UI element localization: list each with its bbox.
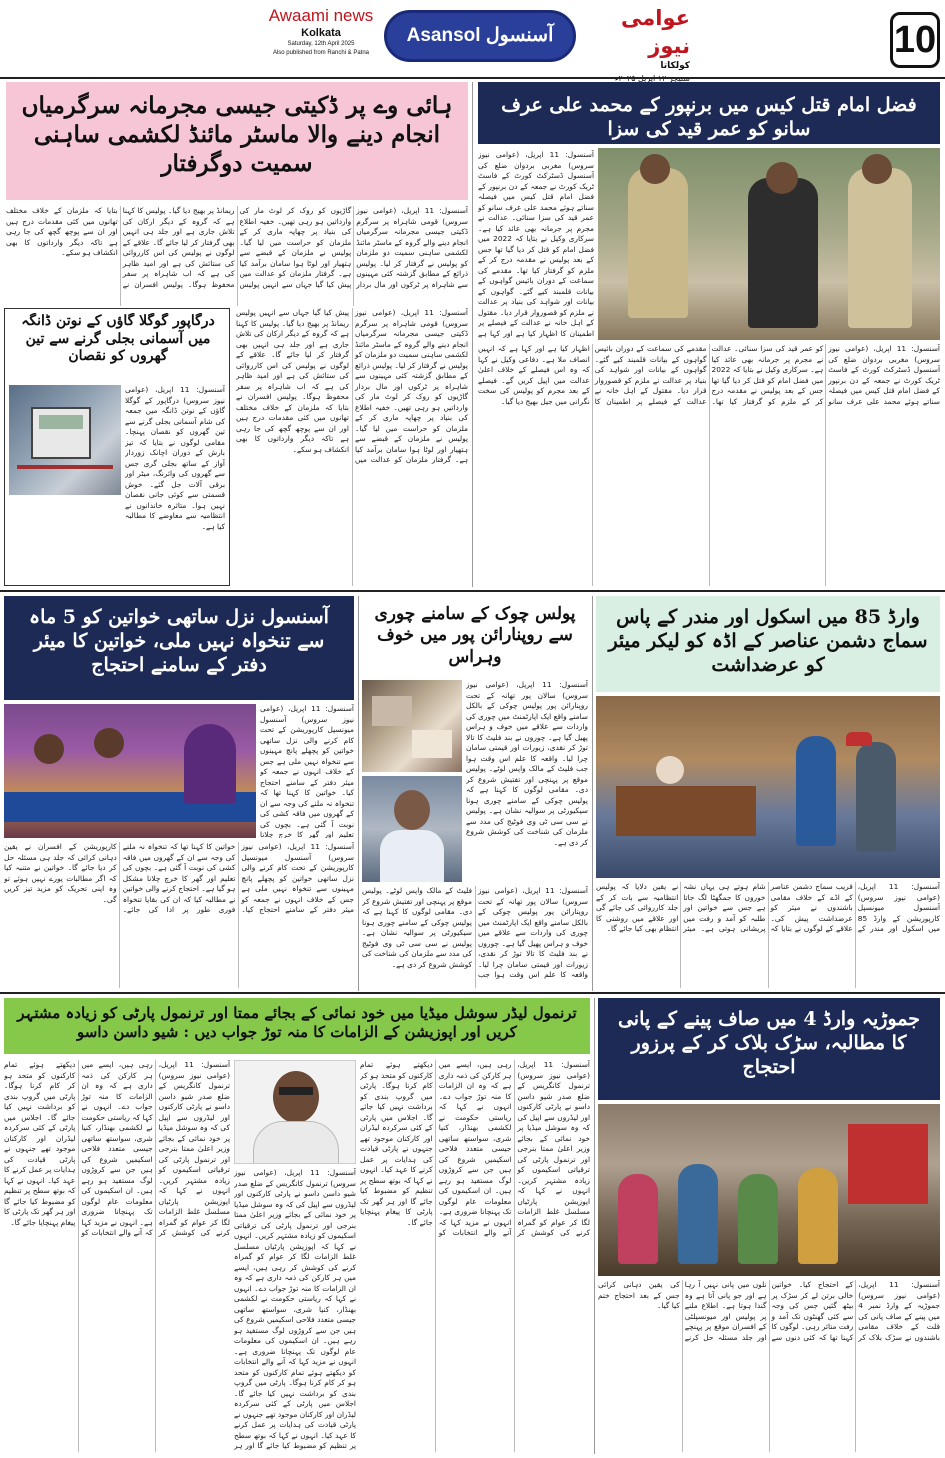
road-block-photo bbox=[598, 1104, 940, 1276]
officer-photo bbox=[362, 776, 462, 882]
city-en: Kolkata bbox=[301, 27, 341, 39]
section2-divider-a bbox=[358, 596, 359, 991]
durgapur-box bbox=[4, 308, 230, 586]
section3-divider bbox=[594, 998, 595, 1454]
nazul-body-side: آسنسول: 11 اپریل، (عوامی نیوز سروس) آسنسول میونسپل کارپوریشن کے تحت کام کرنے والی نزل ساتھی خواتین کو پچھلے پانچ مہینوں سے تنخواہ نہیں ملی ہے جس کے خلاف انہوں نے جمعہ کو میئر دفتر کے سامنے احتجاج کیا۔ خواتین کا کہنا تھا کہ تنخواہ نہ ملنے کی وجہ سے ان کے گھروں میں فاقہ کشی کی نوبت آ گئی ہے۔ بچوں کی تعلیم اور گھر کا خرچ چلانا bbox=[260, 704, 354, 838]
ward85-headline: وارڈ 85 میں اسکول اور مندر کے پاس سماج دشمن عناصر کے اڈہ کو لیکر میئر کو عرضداشت bbox=[608, 606, 928, 676]
police-body: آسنسول: 11 اپریل، (عوامی نیوز سروس) سالان پور تھانہ کے تحت روپنارائن پور پولیس چوکی کے بالکل سامنے واقع ایک اپارٹمنٹ میں چوری کی واردات سے علاقے میں خوف و ہراس پھیل گیا ہے۔ چوروں نے بند فلیٹ کا تالا توڑ کر نقدی، زیورات اور قیمتی سامان چرا لیا۔ واقعہ کا علم اس وقت ہوا جب فلیٹ کے مالک واپس لوٹے۔ پولیس موقع پر پہنچی اور تفتیش شروع کر دی۔ مقامی لوگوں کا کہنا ہے کہ پولیس چوکی کے سامنے چوری ہونا سیکیورٹی پر سوالیہ نشان ہے۔ پولیس نے سی سی ٹی وی فوٹیج کی مدد سے ملزمان کی شناخت کی کوشش شروع کر دی ہے۔ bbox=[362, 886, 588, 979]
page-number-box bbox=[890, 12, 940, 68]
police-body-side: آسنسول: 11 اپریل، (عوامی نیوز سروس) سالان پور تھانہ کے تحت روپنارائن پور پولیس چوکی کے بالکل سامنے واقع ایک اپارٹمنٹ میں چوری کی واردات سے علاقے میں خوف و ہراس پھیل گیا ہے۔ چوروں نے بند فلیٹ کا تالا توڑ کر نقدی، زیورات اور قیمتی سامان چرا لیا۔ واقعہ کا علم اس وقت ہوا جب فلیٹ کے مالک واپس لوٹے۔ پولیس موقع پر پہنچی اور تفتیش شروع کر دی۔ مقامی لوگوں کا کہنا ہے کہ پولیس چوکی کے سامنے چوری ہونا سیکیورٹی پر سوالیہ نشان ہے۔ پولیس نے سی سی ٹی وی فوٹیج کی مدد سے ملزمان کی شناخت کی کوشش شروع کر دی ہے۔ bbox=[466, 680, 588, 847]
page-number: 10 bbox=[893, 19, 937, 61]
ward85-body: آسنسول: 11 اپریل، (عوامی نیوز سروس) آسنسول میونسپل کارپوریشن کے وارڈ 85 میں اسکول اور مندر کے قریب سماج دشمن عناصر کے اڈے کے خلاف مقامی باشندوں نے میئر کو عرضداشت پیش کی۔ علاقے کے لوگوں نے بتایا کہ شام ہوتے ہی یہاں نشہ خوروں کا جمگھٹا لگ جاتا ہے جس سے خواتین اور طلبہ کو آمد و رفت میں پریشانی ہوتی ہے۔ میئر نے یقین دلایا کہ پولیس انتظامیہ سے بات کر کے جلد کارروائی کی جائے گی اور علاقے میں روشنی کا انتظام بھی کیا جائے گا۔ bbox=[596, 882, 940, 933]
jamuria-headline: جموڑیہ وارڈ 4 میں صاف پینے کے پانی کا مطالبہ، سڑک بلاک کر کے پرزور احتجاج bbox=[617, 1008, 921, 1078]
fazal-headline: فضل امام قتل کیس میں برنپور کے محمد علی عرف سانو کو عمر قید کی سزا bbox=[501, 94, 917, 140]
english-name: Awaami news bbox=[268, 6, 374, 25]
durgapur-headline: درگاپور گوگلا گاؤں کے نوتن ڈانگہ میں آسمانی بجلی گرنے سے تین گھروں کو نقصان bbox=[21, 313, 215, 364]
ward85-headline-box bbox=[596, 596, 940, 692]
tmc-body-right: آسنسول: 11 اپریل، (عوامی نیوز سروس) ترنمول کانگریس کے ضلع صدر شیو داسن داسو نے پارٹی کارکنوں اور لیڈروں سے اپیل کی کہ وہ سوشل میڈیا پر خود نمائی کے بجائے وزیر اعلیٰ ممتا بنرجی اور ترنمول پارٹی کی ترقیاتی اسکیموں کو زیادہ مشتہر کریں۔ انہوں نے کہا کہ اپوزیشن پارٹیاں مسلسل غلط الزامات لگا کر عوام کو گمراہ کرنے کی کوشش کر رہی ہیں، ایسے میں ہر کارکن کی ذمہ داری ہے کہ وہ ان الزامات کا منہ توڑ جواب دے۔ انہوں نے کہا کہ ریاستی حکومت نے لکشمی بھنڈار، کنیا شری، سواستھ ساتھی جیسی متعدد فلاحی اسکیمیں شروع کی ہیں جن سے کروڑوں لوگ مستفید ہو رہے ہیں۔ ان اسکیموں کی معلومات عام لوگوں تک پہنچانا ضروری ہے۔ انہوں نے مزید کہا کہ آنے والے انتخابات کو دیکھتے ہوئے تمام کارکنوں کو متحد ہو کر کام کرنا ہوگا۔ پارٹی میں گروپ بندی کو برداشت نہیں کیا جائے گا۔ اجلاس میں پارٹی کے کئی سرکردہ لیڈران اور کارکنان موجود تھے جنہوں نے پارٹی قیادت کی ہدایات پر عمل کرنے کا عہد کیا۔ انہوں نے کہا کہ بوتھ سطح پر تنظیم کو مضبوط کیا جائے گا اور ہر گھر تک پارٹی کا پیغام پہنچایا جائے گا۔ bbox=[360, 1060, 590, 1237]
tmc-body-left: آسنسول: 11 اپریل، (عوامی نیوز سروس) ترنمول کانگریس کے ضلع صدر شیو داسن داسو نے پارٹی کارکنوں اور لیڈروں سے اپیل کی کہ وہ سوشل میڈیا پر خود نمائی کے بجائے وزیر اعلیٰ ممتا بنرجی اور ترنمول پارٹی کی ترقیاتی اسکیموں کو زیادہ مشتہر کریں۔ انہوں نے کہا کہ اپوزیشن پارٹیاں مسلسل غلط الزامات لگا کر عوام کو گمراہ کرنے کی کوشش کر رہی ہیں، ایسے میں ہر کارکن کی ذمہ داری ہے کہ وہ ان الزامات کا منہ توڑ جواب دے۔ انہوں نے کہا کہ ریاستی حکومت نے لکشمی بھنڈار، کنیا شری، سواستھ ساتھی جیسی متعدد فلاحی اسکیمیں شروع کی ہیں جن سے کروڑوں لوگ مستفید ہو رہے ہیں۔ ان اسکیموں کی معلومات عام لوگوں تک پہنچانا ضروری ہے۔ انہوں نے مزید کہا کہ آنے والے انتخابات کو دیکھتے ہوئے تمام کارکنوں کو متحد ہو کر کام کرنا ہوگا۔ پارٹی میں گروپ بندی کو برداشت نہیں کیا جائے گا۔ اجلاس میں پارٹی کے کئی سرکردہ لیڈران اور کارکنان موجود تھے جنہوں نے پارٹی قیادت کی ہدایات پر عمل کرنے کا عہد کیا۔ انہوں نے کہا کہ بوتھ سطح پر تنظیم کو مضبوط کیا جائے گا اور ہر گھر تک پارٹی کا پیغام پہنچایا جائے گا۔ bbox=[4, 1060, 230, 1237]
theft-photo bbox=[362, 680, 462, 772]
nazul-headline: آسنسول نزل ساتھی خواتین کو 5 ماہ سے تنخواہ نہیں ملی، خواتین کا میئر دفتر کے سامنے احتجاج bbox=[29, 606, 329, 676]
masthead bbox=[0, 0, 945, 78]
tmc-body-under-photo: آسنسول: 11 اپریل، (عوامی نیوز سروس) ترنمول کانگریس کے ضلع صدر شیو داسن داسو نے پارٹی کارکنوں اور لیڈروں سے اپیل کی کہ وہ سوشل میڈیا پر خود نمائی کے بجائے وزیر اعلیٰ ممتا بنرجی اور ترنمول پارٹی کی ترقیاتی اسکیموں کو زیادہ مشتہر کریں۔ انہوں نے کہا کہ اپوزیشن پارٹیاں مسلسل غلط الزامات لگا کر عوام کو گمراہ کرنے کی کوشش کر رہی ہیں، ایسے میں ہر کارکن کی ذمہ داری ہے کہ وہ ان الزامات کا منہ توڑ جواب دے۔ انہوں نے کہا کہ ریاستی حکومت نے لکشمی بھنڈار، کنیا شری، سواستھ ساتھی جیسی متعدد فلاحی اسکیمیں شروع کی ہیں جن سے کروڑوں لوگ مستفید ہو رہے ہیں۔ ان اسکیموں کی معلومات عام لوگوں تک پہنچانا ضروری ہے۔ انہوں نے مزید کہا کہ آنے والے انتخابات کو دیکھتے ہوئے تمام کارکنوں کو متحد ہو کر کام کرنا ہوگا۔ پارٹی میں گروپ بندی کو برداشت نہیں کیا جائے گا۔ اجلاس میں پارٹی کے کئی سرکردہ لیڈران اور کارکنان موجود تھے جنہوں نے پارٹی قیادت کی ہدایات پر عمل کرنے کا عہد کیا۔ انہوں نے کہا کہ بوتھ سطح پر تنظیم کو مضبوط کیا جائے گا اور ہر bbox=[234, 1168, 356, 1450]
highway-body-cont: آسنسول: 11 اپریل، (عوامی نیوز سروس) قومی شاہراہ پر سرگرم ڈکیتی جیسی مجرمانہ سرگرمیاں انجام دینے والے گروہ کے ماسٹر مائنڈ لکشمی ساہنی سمیت دو ملزمان کو پولیس نے گرفتار کر لیا۔ پولیس ذرائع کے مطابق گزشتہ کئی مہینوں سے شاہراہ پر ٹرکوں اور مال بردار گاڑیوں کو روک کر لوٹ مار کی وارداتیں ہو رہی تھیں۔ خفیہ اطلاع کی بنیاد پر چھاپہ ماری کر کے ملزمان کو حراست میں لیا گیا۔ پولیس نے ملزمان کے قبضے سے ہتھیار اور لوٹا ہوا سامان برآمد کیا ہے۔ گرفتار ملزمان کو عدالت میں پیش کیا گیا جہاں سے انہیں پولیس ریمانڈ پر بھیج دیا گیا۔ پولیس کا کہنا ہے کہ گروہ کے دیگر ارکان کی تلاش جاری ہے اور جلد ہی انہیں بھی گرفتار کر لیا جائے گا۔ علاقے کے لوگوں نے پولیس کی اس کارروائی کی ستائش کی ہے اور امید ظاہر کی ہے کہ اب شاہراہ پر سفر محفوظ ہوگا۔ پولیس افسران نے بتایا کہ ملزمان کے خلاف مختلف تھانوں میں کئی مقدمات درج ہیں اور ان سے پوچھ گچھ کی جا رہی ہے تاکہ دیگر وارداتوں کا بھی انکشاف ہو سکے۔ bbox=[236, 308, 468, 464]
jamuria-headline-box bbox=[598, 998, 940, 1100]
english-logo bbox=[262, 6, 380, 68]
police-headline-box bbox=[362, 596, 588, 676]
section1-divider bbox=[472, 82, 473, 587]
tmc-leader-photo bbox=[234, 1060, 356, 1164]
section2-rule bbox=[0, 992, 945, 994]
edition-oval bbox=[384, 10, 576, 62]
meter-photo bbox=[9, 385, 121, 495]
masthead-rule bbox=[0, 77, 945, 79]
fazal-headline-box bbox=[478, 82, 940, 144]
edition-label: Asansol آسنسول bbox=[406, 25, 554, 46]
police-headline: پولس چوک کے سامنے چوری سے روپنارائن پور میں خوف وہراس bbox=[374, 604, 576, 667]
highway-headline-box bbox=[6, 82, 468, 200]
court-photo bbox=[598, 148, 940, 340]
section2-divider-b bbox=[592, 596, 593, 991]
mayor-photo bbox=[596, 696, 940, 878]
tmc-headline: ترنمول لیڈر سوشل میڈیا میں خود نمائی کے بجائے ممتا اور ترنمول پارٹی کو زیادہ مشتہر کریں اور اپوزیشن کے الزامات کا منہ توڑ جواب دیں : شیو داسن داسو bbox=[17, 1004, 577, 1041]
durgapur-body: آسنسول: 11 اپریل، (عوامی نیوز سروس) درگاپور کے گوگلا گاؤں کے نوتن ڈانگہ میں جمعہ کی شام آسمانی بجلی گرنے سے تین گھروں کو نقصان پہنچا۔ مقامی لوگوں نے بتایا کہ تیز بارش کے دوران اچانک زوردار آواز کے ساتھ بجلی گری جس سے گھروں کی وائرنگ، میٹر اور برقی آلات جل گئے۔ خوش قسمتی سے کوئی جانی نقصان نہیں ہوا۔ متاثرہ خاندانوں نے انتظامیہ سے معاوضے کا مطالبہ کیا ہے۔ bbox=[125, 385, 225, 531]
date-en: Saturday, 12th April 2025 bbox=[287, 41, 355, 47]
protest-photo bbox=[4, 704, 256, 838]
jamuria-body: آسنسول: 11 اپریل، (عوامی نیوز سروس) جموڑیہ کے وارڈ نمبر 4 میں پینے کے صاف پانی کی قلت کے خلاف مقامی باشندوں نے سڑک بلاک کر کے احتجاج کیا۔ خواتین خالی برتن لے کر سڑک پر بیٹھ گئیں جس کی وجہ سے کئی گھنٹوں تک آمد و رفت متاثر رہی۔ لوگوں کا کہنا تھا کہ کئی دنوں سے نلوں میں پانی نہیں آ رہا ہے اور جو پانی آتا ہے وہ گندا ہوتا ہے۔ اطلاع ملنے پر پولیس اور میونسپلٹی کے افسران موقع پر پہنچے اور جلد مسئلہ حل کرنے کی یقین دہانی کرائی جس کے بعد احتجاج ختم کیا گیا۔ bbox=[598, 1280, 940, 1342]
highway-headline: ہائی وے پر ڈکیتی جیسی مجرمانہ سرگرمیاں انجام دینے والا ماسٹر مائنڈ لکشمی ساہنی سمیت دوگرفتار bbox=[21, 92, 453, 177]
urdu-logo bbox=[580, 4, 690, 70]
also-published: Also published from Ranchi & Patna bbox=[272, 50, 370, 56]
highway-body: آسنسول: 11 اپریل، (عوامی نیوز سروس) قومی شاہراہ پر سرگرم ڈکیتی جیسی مجرمانہ سرگرمیاں انجام دینے والے گروہ کے ماسٹر مائنڈ لکشمی ساہنی سمیت دو ملزمان کو پولیس نے گرفتار کر لیا۔ پولیس ذرائع کے مطابق گزشتہ کئی مہینوں سے شاہراہ پر ٹرکوں اور مال بردار گاڑیوں کو روک کر لوٹ مار کی وارداتیں ہو رہی تھیں۔ خفیہ اطلاع کی بنیاد پر چھاپہ ماری کر کے ملزمان کو حراست میں لیا گیا۔ پولیس نے ملزمان کے قبضے سے ہتھیار اور لوٹا ہوا سامان برآمد کیا ہے۔ گرفتار ملزمان کو عدالت میں پیش کیا گیا جہاں سے انہیں پولیس ریمانڈ پر بھیج دیا گیا۔ پولیس کا کہنا ہے کہ گروہ کے دیگر ارکان کی تلاش جاری ہے اور جلد ہی انہیں بھی گرفتار کر لیا جائے گا۔ علاقے کے لوگوں نے پولیس کی اس کارروائی کی ستائش کی ہے اور امید ظاہر کی ہے کہ اب شاہراہ پر سفر محفوظ ہوگا۔ پولیس افسران نے بتایا کہ ملزمان کے خلاف مختلف تھانوں میں کئی مقدمات درج ہیں اور ان سے پوچھ گچھ کی جا رہی ہے تاکہ دیگر وارداتوں کا بھی انکشاف ہو سکے۔ bbox=[6, 206, 468, 289]
nazul-body: آسنسول: 11 اپریل، (عوامی نیوز سروس) آسنسول میونسپل کارپوریشن کے تحت کام کرنے والی نزل ساتھی خواتین کو پچھلے پانچ مہینوں سے تنخواہ نہیں ملی ہے جس کے خلاف انہوں نے جمعہ کو میئر دفتر کے سامنے احتجاج کیا۔ خواتین کا کہنا تھا کہ تنخواہ نہ ملنے کی وجہ سے ان کے گھروں میں فاقہ کشی کی نوبت آ گئی ہے۔ بچوں کی تعلیم اور گھر کا خرچ چلانا مشکل ہو گیا ہے۔ احتجاج کرنے والی خواتین نے مطالبہ کیا کہ ان کی بقایا تنخواہ فوری طور پر ادا کی جائے۔ کارپوریشن کے افسران نے یقین دہانی کرائی کہ جلد ہی مسئلہ حل کر دیا جائے گا۔ خواتین نے متنبہ کیا کہ اگر مطالبات پورے نہیں ہوئے تو وہ اپنی تحریک کو مزید تیز کریں گی۔ bbox=[4, 842, 354, 914]
urdu-name: عوامی نیوز bbox=[621, 6, 690, 58]
urdu-city: کولکاتا bbox=[660, 61, 690, 71]
fazal-body: آسنسول: 11 اپریل، (عوامی نیوز سروس) مغربی بردوان ضلع کی آسنسول ڈسٹرکٹ کورٹ کے فاسٹ ٹریک کورٹ نے جمعہ کے دن برنپور کے فضل امام قتل کیس میں فیصلہ سناتے ہوئے محمد علی عرف سانو کو عمر قید کی سزا سنائی۔ عدالت نے مجرم پر جرمانہ بھی عائد کیا ہے۔ سرکاری وکیل نے بتایا کہ 2022 میں فضل امام کو قتل کر دیا گیا تھا جس کے بعد پولیس نے مقدمہ درج کر کے ملزم کو گرفتار کیا تھا۔ مقدمے کی سماعت کے دوران بائیس گواہوں کے بیانات قلمبند کیے گئے۔ گواہوں کے بیانات اور شواہد کی بنیاد پر عدالت نے ملزم کو قصوروار قرار دیا۔ مقتول کے اہل خانہ نے عدالت کے فیصلے پر اطمینان کا اظہار کیا ہے اور کہا ہے کہ انہیں انصاف ملا ہے۔ دفاعی وکیل نے کہا کہ وہ اس فیصلے کے خلاف اعلیٰ عدالت میں اپیل کریں گے۔ فیصلے کے بعد مجرم کو پولیس کی سخت نگرانی میں جیل بھیج دیا گیا۔ bbox=[478, 344, 940, 406]
section1-rule bbox=[0, 590, 945, 592]
nazul-headline-box bbox=[4, 596, 354, 700]
tmc-headline-box bbox=[4, 998, 590, 1054]
fazal-body-top: آسنسول: 11 اپریل، (عوامی نیوز سروس) مغربی بردوان ضلع کی آسنسول ڈسٹرکٹ کورٹ کے فاسٹ ٹریک کورٹ نے جمعہ کے دن برنپور کے فضل امام قتل کیس میں فیصلہ سناتے ہوئے محمد علی عرف سانو کو عمر قید کی سزا سنائی۔ عدالت نے مجرم پر جرمانہ بھی عائد کیا ہے۔ سرکاری وکیل نے بتایا کہ 2022 میں فضل امام کو قتل کر دیا گیا تھا جس کے بعد پولیس نے مقدمہ درج کر کے ملزم کو گرفتار کیا تھا۔ مقدمے کی سماعت کے دوران بائیس گواہوں کے بیانات قلمبند کیے گئے۔ گواہوں کے بیانات اور شواہد کی بنیاد پر عدالت نے ملزم کو قصوروار قرار دیا۔ مقتول کے اہل خانہ نے عدالت کے فیصلے پر اطمینان کا اظہار کیا ہے اور کہا ہے bbox=[478, 150, 594, 338]
